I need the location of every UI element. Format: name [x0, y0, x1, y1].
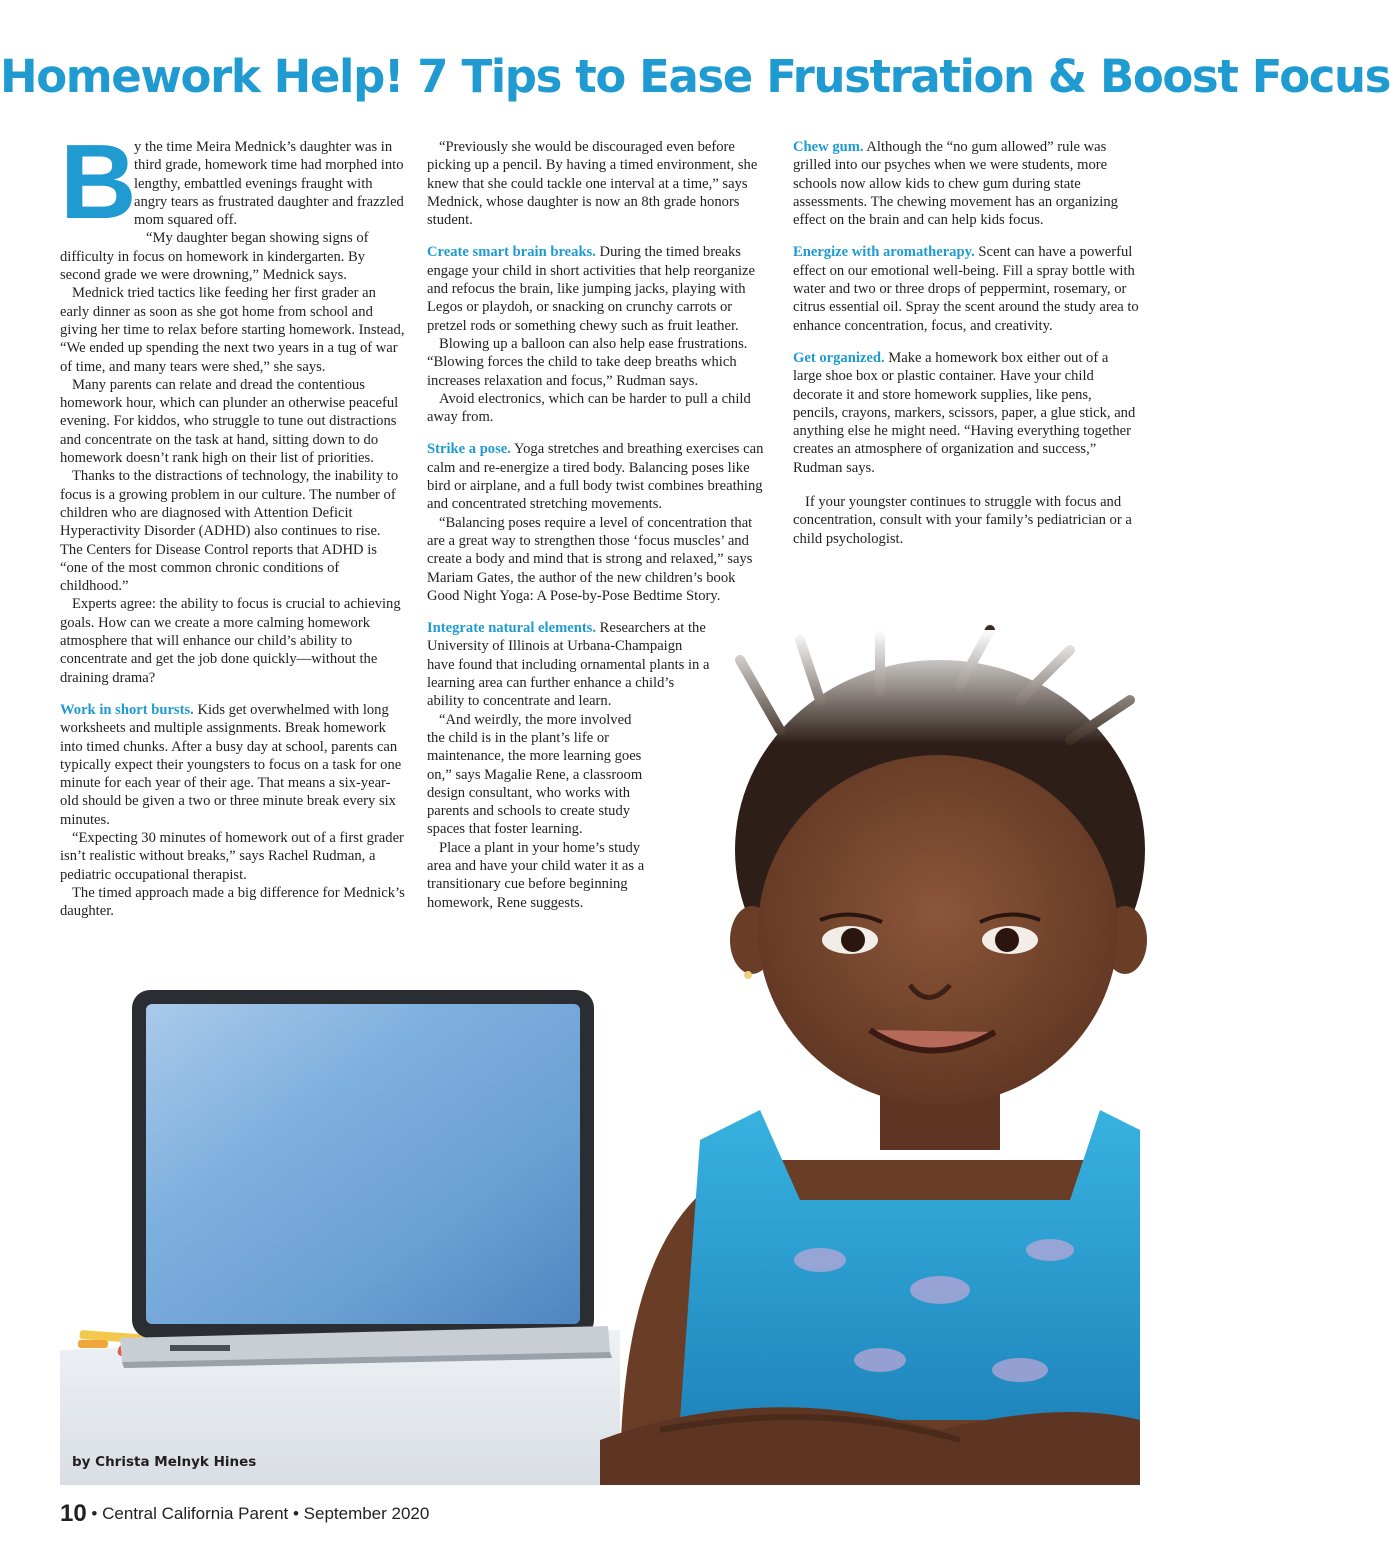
closing-paragraph: If your youngster continues to struggle with focus and concentration, consult with your family’s pediatrician or a child psychologist. — [793, 494, 1132, 547]
girl — [600, 630, 1150, 1485]
laptop — [120, 990, 612, 1368]
paragraph: “Expecting 30 minutes of homework out of a first grader isn’t realistic without breaks,” says Rachel Rudman, a pediatric occupational therapist. — [60, 829, 404, 883]
tip-paragraph — [793, 243, 1139, 334]
paragraph: Many parents can relate and dread the contentious homework hour, which can plunder an otherwise peaceful evening. For kiddos, who struggle to tune out distractions and concentrate on the task at hand, sitting down to do homework doesn’t rank high on their list of priorities. — [60, 376, 399, 467]
tip-body: Scent can have a powerful effect on our emotional well-being. Fill a spray bottle with water and two or three drops of peppermint, rosemary, or citrus essential oil. Spray the scent around the study area to enhance concentration, focus, and creativity. — [793, 244, 1139, 334]
tip-body: Researchers at the University of Illinois at Urbana-Champaign have found that including ornamental plants in a learning area can further enhance a child’s ability to concentrate and learn. — [427, 620, 710, 710]
paragraph: Thanks to the distractions of technology, the inability to focus is a growing problem in our culture. The number of children who are diagnosed with Attention Deficit Hyperactivity Disorder (ADHD) also continues to rise. The Centers for Disease Control reports that ADHD is “one of the most common chronic conditions of childhood.” — [60, 468, 399, 595]
intro-paragraph: y the time Meira Mednick’s daughter was in third grade, homework time had morphed into lengthy, embattled evenings fraught with angry tears as frustrated daughter and frazzled mom squared off. — [134, 139, 404, 229]
paragraph: “Balancing poses require a level of concentration that are a great way to strengthen those ‘focus muscles’ and create a body and mind that is strong and relaxed,” says Mariam Gates, the author of the new children’s book Good Night Yoga: A Pose-by-Pose Bedtime Story. — [427, 514, 753, 604]
tip-paragraph — [793, 349, 1139, 477]
drop-cap: B — [60, 123, 137, 241]
tip-body: Kids get overwhelmed with long worksheets and multiple assignments. Break homework into timed chunks. After a busy day at school, parents can typically expect their youngsters to focus on a task for one minute for each year of their age. That means a six-year-old should be given a two or three minute break every six minutes. — [60, 701, 402, 828]
tip-heading: Strike a pose. — [427, 441, 511, 458]
page-number: 10 — [60, 1500, 87, 1527]
tip-heading: Work in short bursts. — [60, 701, 194, 718]
paragraph: Place a plant in your home’s study area and have your child water it as a transitionary cue before beginning homework, Rene suggests. — [427, 839, 645, 911]
tip-heading: Energize with aromatherapy. — [793, 244, 975, 261]
article-column-3 — [793, 138, 1139, 548]
tip-paragraph — [427, 440, 770, 513]
paragraph: “And weirdly, the more involved the child is in the plant’s life or maintenance, the more learning goes on,” says Magalie Rene, a classroom design consultant, who works with parents and schools to create study spaces that foster learning. — [427, 711, 643, 838]
paragraph: The timed approach made a big difference for Mednick’s daughter. — [60, 884, 405, 920]
headline: Homework Help! 7 Tips to Ease Frustration & Boost Focus — [0, 50, 1390, 103]
byline: by Christa Melnyk Hines — [72, 1454, 257, 1470]
tip-heading: Integrate natural elements. — [427, 620, 597, 637]
tip-paragraph — [793, 138, 1139, 229]
tip-body: Make a homework box either out of a large shoe box or plastic container. Have your child decorate it and store homework supplies, like pens, pencils, crayons, markers, scissors, paper, a glue stick, and anything else he might need. “Having everything together creates an atmosphere of organization and success,” Rudman says. — [793, 349, 1136, 476]
tip-heading: Create smart brain breaks. — [427, 244, 596, 261]
paragraph: “My daughter began showing signs of difficulty in focus on homework in kindergarten. By second grade we were drowning,” Mednick says. — [60, 230, 369, 284]
tip-body: Although the “no gum allowed” rule was grilled into our psyches when we were students, more schools now allow kids to chew gum during state assessments. The chewing movement has an organizing effect on the brain and can help kids focus. — [793, 139, 1118, 229]
paragraph: Blowing up a balloon can also help ease frustrations. “Blowing forces the child to take deep breaths which increases relaxation and focus,” Rudman says. — [427, 335, 748, 389]
paragraph: Experts agree: the ability to focus is crucial to achieving goals. How can we create a more calming homework atmosphere that will enhance our child’s ability to concentrate and get the job done quickly—without the draining drama? — [60, 596, 401, 686]
paragraph: “Previously she would be discouraged even before picking up a pencil. By having a timed environment, she knew that she could tackle one interval at a time,” says Mednick, whose daughter is now an 8th grade honors student. — [427, 139, 758, 229]
tip-body: During the timed breaks engage your child in short activities that help reorganize and refocus the brain, like jumping jacks, playing with Legos or playdoh, or snacking on crunchy carrots or pretzel rods or something chewy such as fruit leather. — [427, 244, 755, 334]
publication-info: • Central California Parent • September 2020 — [86, 1504, 430, 1523]
tip-heading: Get organized. — [793, 349, 885, 366]
paragraph: Mednick tried tactics like feeding her first grader an early dinner as soon as she got home from school and giving her time to relax before starting homework. Instead, “We ended up spending the next two years in a tug of war of time, and many tears were shed,” she says. — [60, 285, 405, 375]
page-footer — [60, 1500, 429, 1528]
tip-heading: Chew gum. — [793, 139, 864, 155]
tip-body: Yoga stretches and breathing exercises can calm and re-energize a tired body. Balancing poses like bird or airplane, and a full body twist combines breathing and concentrated stretching movements. — [427, 441, 764, 513]
paragraph: Avoid electronics, which can be harder to pull a child away from. — [427, 390, 751, 426]
article-photo — [60, 640, 1140, 1485]
tip-paragraph — [427, 243, 770, 334]
